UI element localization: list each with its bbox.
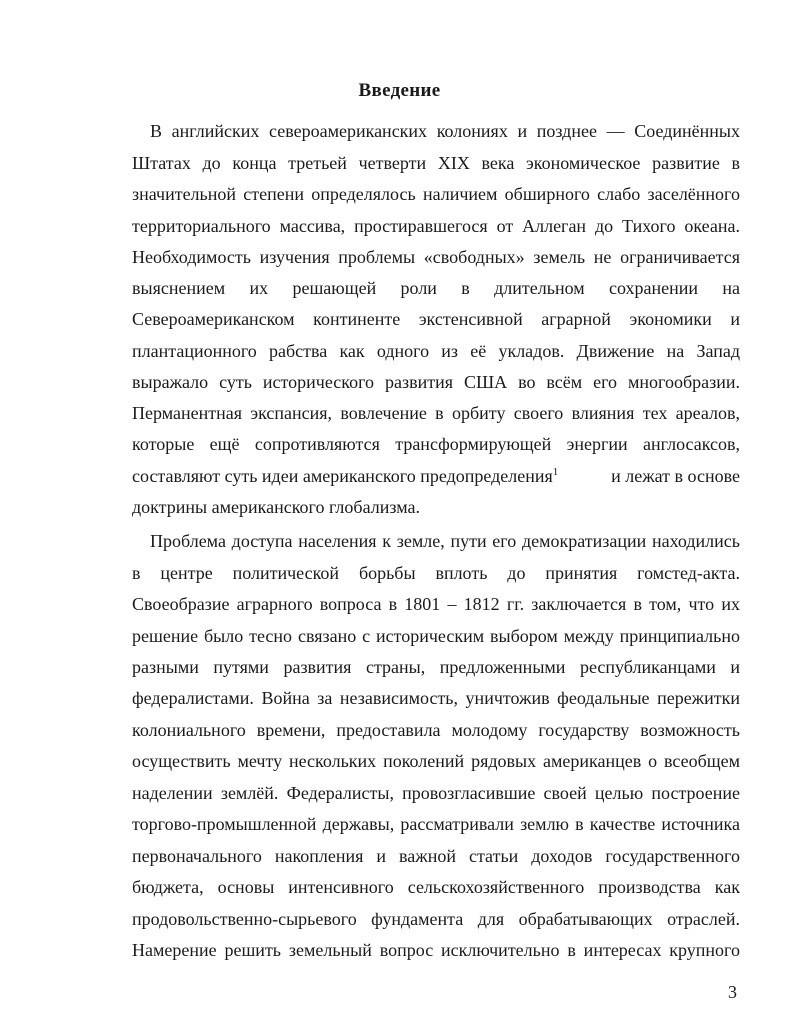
paragraph-2-line-11: первоначального накопления и важной статьи доходов государственного: [132, 846, 740, 866]
paragraph-2-line-2: в центре политической борьбы вплоть до принятия гомстед-акта.: [132, 563, 740, 583]
paragraph-1-line-12-tail: и лежат в основе: [611, 466, 740, 486]
page-title: Введение: [358, 80, 441, 101]
paragraph-2-line-8: осуществить мечту нескольких поколений рядовых американцев о всеобщем: [132, 751, 740, 771]
paragraph-2-line-6: федералистами. Война за независимость, уничтожив феодальные пережитки: [132, 688, 740, 708]
paragraph-1-line-12: [132, 460, 740, 492]
paragraph-2-line-5: разными путями развития страны, предложенными республиканцами и: [132, 657, 740, 677]
paragraph-2-line-10: торгово-промышленной державы, рассматривали землю в качестве источника: [132, 814, 740, 834]
paragraph-1-line-11: которые ещё сопротивляются трансформирующей энергии англосаксов,: [132, 434, 740, 454]
paragraph-2-line-1: Проблема доступа населения к земле, пути его демократизации находились: [150, 531, 740, 551]
paragraph-1-line-12-text: составляют суть идеи американского предопределения: [132, 466, 553, 486]
page-number: 3: [728, 982, 737, 1002]
paragraph-2-line-14: Намерение решить земельный вопрос исключительно в интересах крупного: [132, 940, 740, 960]
paragraph-1-line-13: доктрины американского глобализма.: [132, 497, 420, 517]
paragraph-1-line-10: Перманентная экспансия, вовлечение в орбиту своего влияния тех ареалов,: [132, 403, 740, 423]
paragraph-2-line-7: колониального времени, предоставила молодому государству возможность: [132, 720, 740, 740]
paragraph-2-line-12: бюджета, основы интенсивного сельскохозяйственного производства как: [132, 877, 740, 897]
paragraph-1-line-3: значительной степени определялось наличием обширного слабо заселённого: [132, 184, 740, 204]
paragraph-2-line-3: Своеобразие аграрного вопроса в 1801 – 1812 гг. заключается в том, что их: [132, 594, 740, 614]
footnote-marker: 1: [552, 466, 559, 478]
paragraph-1-line-8: плантационного рабства как одного из её укладов. Движение на Запад: [132, 341, 740, 361]
paragraph-1-line-7: Североамериканском континенте экстенсивной аграрной экономики и: [132, 309, 740, 329]
paragraph-2-line-9: наделении землёй. Федералисты, провозгласившие своей целью построение: [132, 783, 740, 803]
paragraph-1-line-4: территориального массива, простиравшегося от Аллеган до Тихого океана.: [132, 216, 740, 236]
paragraph-2-line-13: продовольственно-сырьевого фундамента для обрабатывающих отраслей.: [132, 909, 740, 929]
paragraph-1-line-6: выяснением их решающей роли в длительном сохранении на: [132, 278, 740, 298]
paragraph-1-line-2: Штатах до конца третьей четверти XIX века экономическое развитие в: [132, 153, 740, 173]
paragraph-1-line-1: В английских североамериканских колониях и позднее — Соединённых: [150, 121, 740, 141]
paragraph-2-line-4: решение было тесно связано с историческим выбором между принципиально: [132, 626, 740, 646]
paragraph-1-line-5: Необходимость изучения проблемы «свободных» земель не ограничивается: [132, 247, 740, 267]
paragraph-1-line-9: выражало суть исторического развития США во всём его многообразии.: [132, 372, 740, 392]
